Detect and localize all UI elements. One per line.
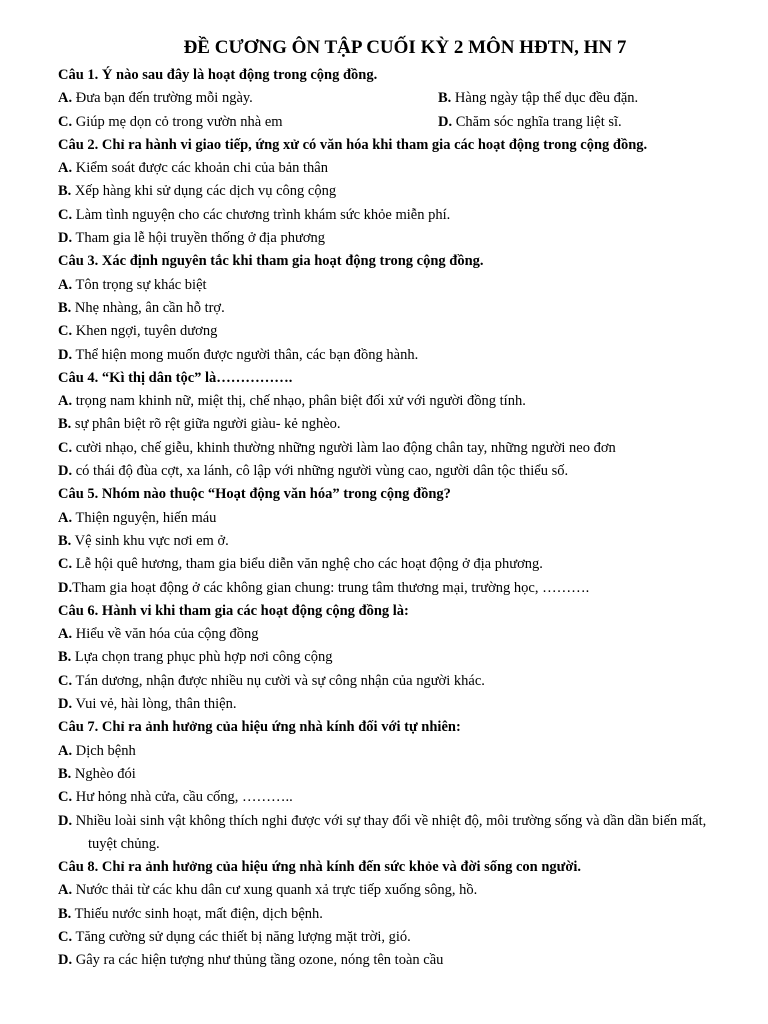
option-a: A. Dịch bệnh [58,742,136,759]
option-c: C. Làm tình nguyện cho các chương trình khám sức khỏe miễn phí. [58,206,451,223]
document-title: ĐỀ CƯƠNG ÔN TẬP CUỐI KỲ 2 MÔN HĐTN, HN 7 [183,37,627,58]
question-5: Câu 5. Nhóm nào thuộc “Hoạt động văn hóa” trong cộng đồng? [58,486,451,503]
option-a: A. Hiểu về văn hóa của cộng đồng [58,626,259,643]
option-a: A. Tôn trọng sự khác biệt [58,276,207,293]
question-6: Câu 6. Hành vi khi tham gia các hoạt động cộng đồng là: [58,602,409,619]
option-a: A. Đưa bạn đến trường mỗi ngày. [58,90,253,107]
question-4: Câu 4. “Kì thị dân tộc” là……………. [58,369,293,386]
option-c: C. Hư hỏng nhà cửa, cầu cống, ……….. [58,789,293,806]
option-a: A. Nước thải từ các khu dân cư xung quanh xả trực tiếp xuống sông, hồ. [58,882,478,899]
option-a: A. trọng nam khinh nữ, miệt thị, chế nhạo, phân biệt đối xử với người đồng tính. [58,393,526,410]
option-b: B. sự phân biệt rõ rệt giữa người giàu- kẻ nghèo. [58,416,341,433]
option-c: C. Khen ngợi, tuyên dương [58,323,218,340]
option-a: A. Thiện nguyện, hiến máu [58,509,217,526]
question-8: Câu 8. Chỉ ra ảnh hưởng của hiệu ứng nhà kính đến sức khỏe và đời sống con người. [58,859,582,876]
option-b: B. Nhẹ nhàng, ân cần hỗ trợ. [58,299,225,316]
question-2: Câu 2. Chỉ ra hành vi giao tiếp, ứng xử có văn hóa khi tham gia các hoạt động trong cộng đồng. [58,136,648,153]
question-3: Câu 3. Xác định nguyên tắc khi tham gia hoạt động trong cộng đồng. [58,253,484,270]
option-c: C. Giúp mẹ dọn cỏ trong vườn nhà em [58,113,283,130]
question-1-options-row-2 [58,111,738,134]
option-b: B. Thiếu nước sinh hoạt, mất điện, dịch bệnh. [58,905,323,922]
option-c: C. cười nhạo, chế giễu, khinh thường những người làm lao động chân tay, những người neo đơn [58,439,616,456]
option-c: C. Lễ hội quê hương, tham gia biểu diễn văn nghệ cho các hoạt động ở địa phương. [58,556,543,573]
option-b: B. Hàng ngày tập thể dục đều đặn. [438,90,639,107]
option-b: B. Lựa chọn trang phục phù hợp nơi công cộng [58,649,333,666]
option-c: C. Tăng cường sử dụng các thiết bị năng lượng mặt trời, gió. [58,928,411,945]
question-7: Câu 7. Chỉ ra ảnh hưởng của hiệu ứng nhà kính đối với tự nhiên: [58,719,461,736]
option-b: B. Xếp hàng khi sử dụng các dịch vụ công cộng [58,183,337,200]
option-d: D. có thái độ đùa cợt, xa lánh, cô lập với những người vùng cao, người dân tộc thiểu số. [58,463,569,480]
option-d: D. Vui vẻ, hài lòng, thân thiện. [58,696,237,713]
option-b: B. Vệ sinh khu vực nơi em ở. [58,532,229,549]
question-1: Câu 1. Ý nào sau đây là hoạt động trong cộng đồng. [58,67,378,83]
option-c: C. Tán dương, nhận được nhiều nụ cười và sự công nhận của người khác. [58,672,485,689]
option-b: B. Nghèo đói [58,765,136,782]
option-d: D. Thể hiện mong muốn được người thân, các bạn đồng hành. [58,346,419,363]
option-d: D.Tham gia hoạt động ở các không gian chung: trung tâm thương mại, trường học, ………. [58,579,590,596]
option-d: D. Tham gia lễ hội truyền thống ở địa phương [58,230,325,247]
option-d: D. Gây ra các hiện tượng như thủng tầng ozone, nóng tên toàn cầu [58,952,444,969]
question-1-options-row-1 [58,87,738,110]
option-d: D. Nhiều loài sinh vật không thích nghi được với sự thay đổi về nhiệt độ, môi trường sống và dần dần biến mất, tuyệt chủng. [58,812,707,852]
option-a: A. Kiểm soát được các khoản chi của bản thân [58,160,328,177]
option-d: D. Chăm sóc nghĩa trang liệt sĩ. [438,113,622,130]
